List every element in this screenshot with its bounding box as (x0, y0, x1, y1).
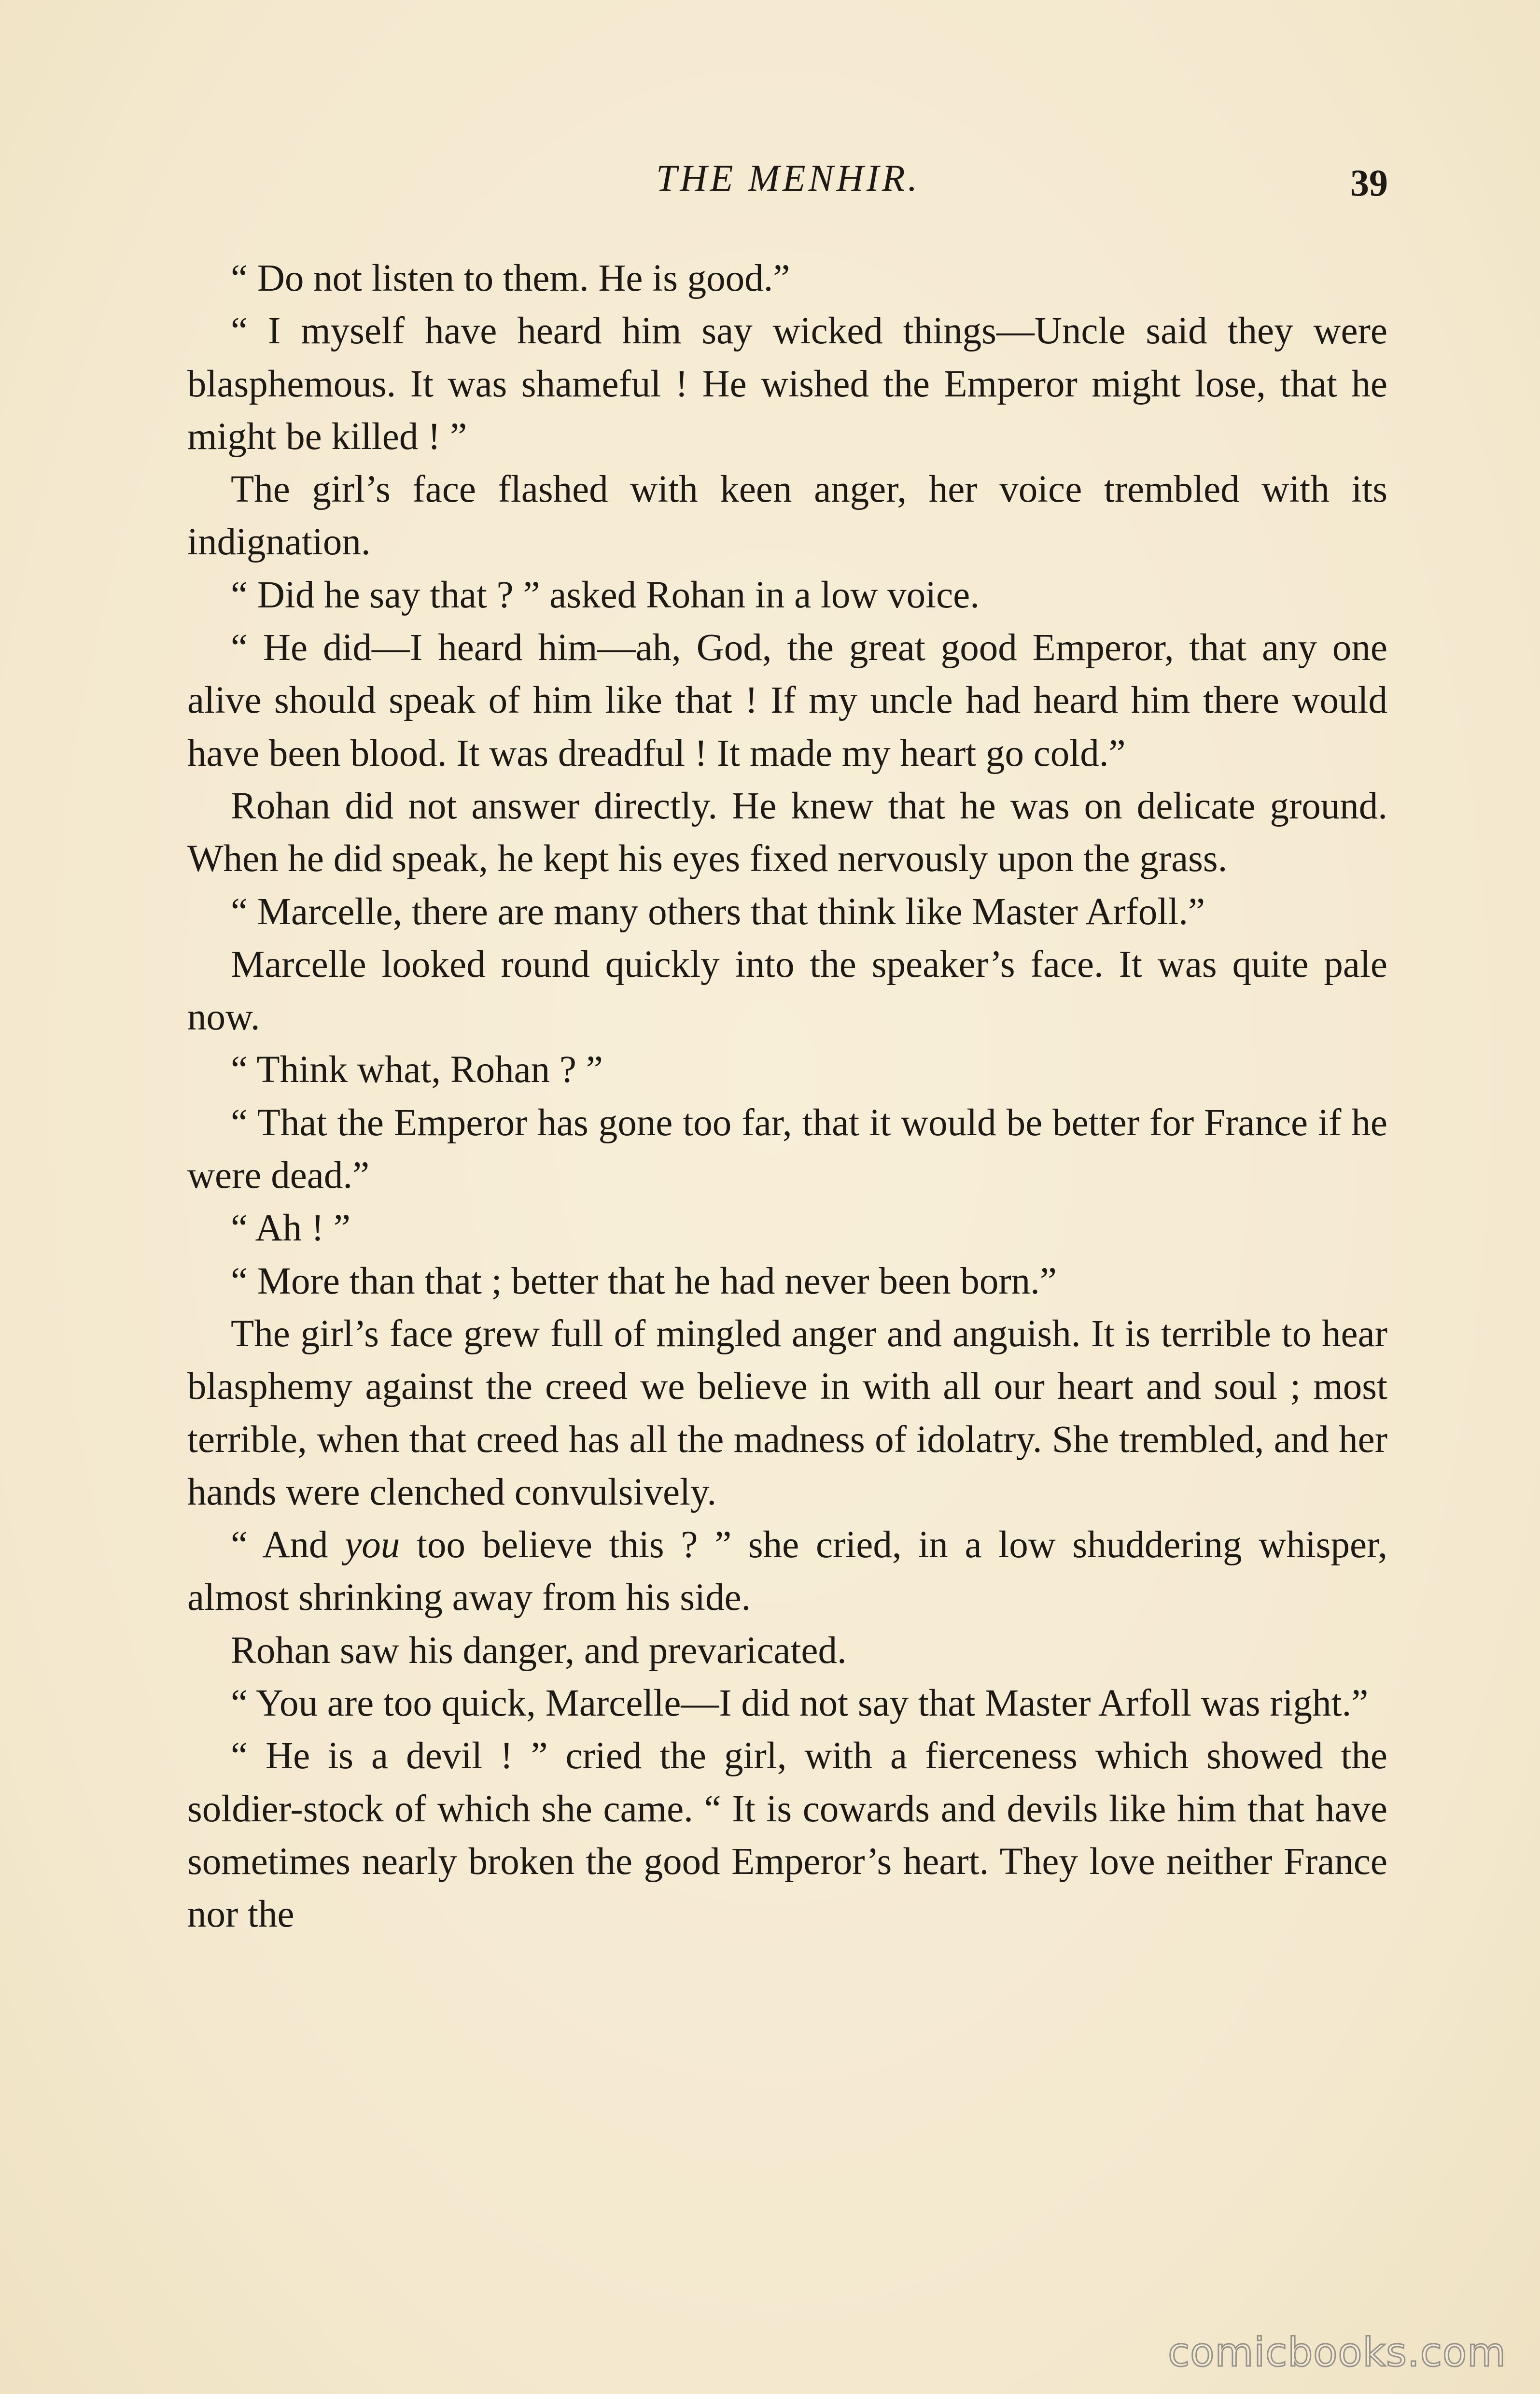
paragraph: The girl’s face flashed with keen anger, her voice trembled with its indignation. (187, 468, 1387, 563)
paragraph: “ Do not listen to them. He is good.” (231, 257, 790, 299)
paragraph: “ Ah ! ” (231, 1207, 350, 1250)
emphasized-word: you (345, 1524, 400, 1566)
paragraph: “ Think what, Rohan ? ” (231, 1049, 603, 1091)
paragraph: The girl’s face grew full of mingled anger and anguish. It is terrible to hear blasphemy against the creed we believe in with all our heart and soul ; most terrible, when that creed has all the madness of idolatry. She trembled, and her hands were clenched convulsively. (187, 1312, 1387, 1513)
paragraph-text-before: “ And (231, 1524, 345, 1566)
running-head (188, 154, 1388, 211)
paragraph: “ He is a devil ! ” cried the girl, with a fierceness which showed the soldier-stock of which she came. “ It is cowards and devils like him that have sometimes nearly broken the good Emperor’s heart. They love neither France nor the (187, 1735, 1387, 1936)
paragraph: “ He did—I heard him—ah, God, the great good Emperor, that any one alive should speak of him like that ! If my uncle had heard him there would have been blood. It was dreadful ! It made my heart go cold.” (187, 627, 1387, 775)
paragraph: “ Marcelle, there are many others that think like Master Arfoll.” (231, 890, 1205, 933)
paragraph: “ That the Emperor has gone too far, that it would be better for France if he were dead.” (187, 1101, 1387, 1197)
paragraph: “ More than that ; better that he had never been born.” (231, 1260, 1057, 1302)
body-text (187, 252, 1387, 1941)
paragraph: Marcelle looked round quickly into the speaker’s face. It was quite pale now. (187, 943, 1387, 1039)
paragraph (187, 1519, 1387, 1624)
paragraph-text-after: too believe this ? ” she cried, in a low shuddering whisper, almost shrinking away from his side. (187, 1524, 1387, 1619)
page-number: 39 (1350, 162, 1388, 204)
paragraph: “ Did he say that ? ” asked Rohan in a low voice. (231, 574, 980, 616)
paragraph: “ You are too quick, Marcelle—I did not say that Master Arfoll was right.” (231, 1682, 1369, 1725)
running-title: THE MENHIR. (656, 157, 920, 199)
paragraph: “ I myself have heard him say wicked things—Uncle said they were blasphemous. It was shameful ! He wished the Emperor might lose, that he might be killed ! ” (187, 310, 1387, 458)
paragraph: Rohan did not answer directly. He knew that he was on delicate ground. When he did speak, he kept his eyes fixed nervously upon the grass. (187, 785, 1387, 880)
watermark: comicbooks.com (1168, 2330, 1506, 2376)
paragraph: Rohan saw his danger, and prevaricated. (231, 1629, 847, 1672)
